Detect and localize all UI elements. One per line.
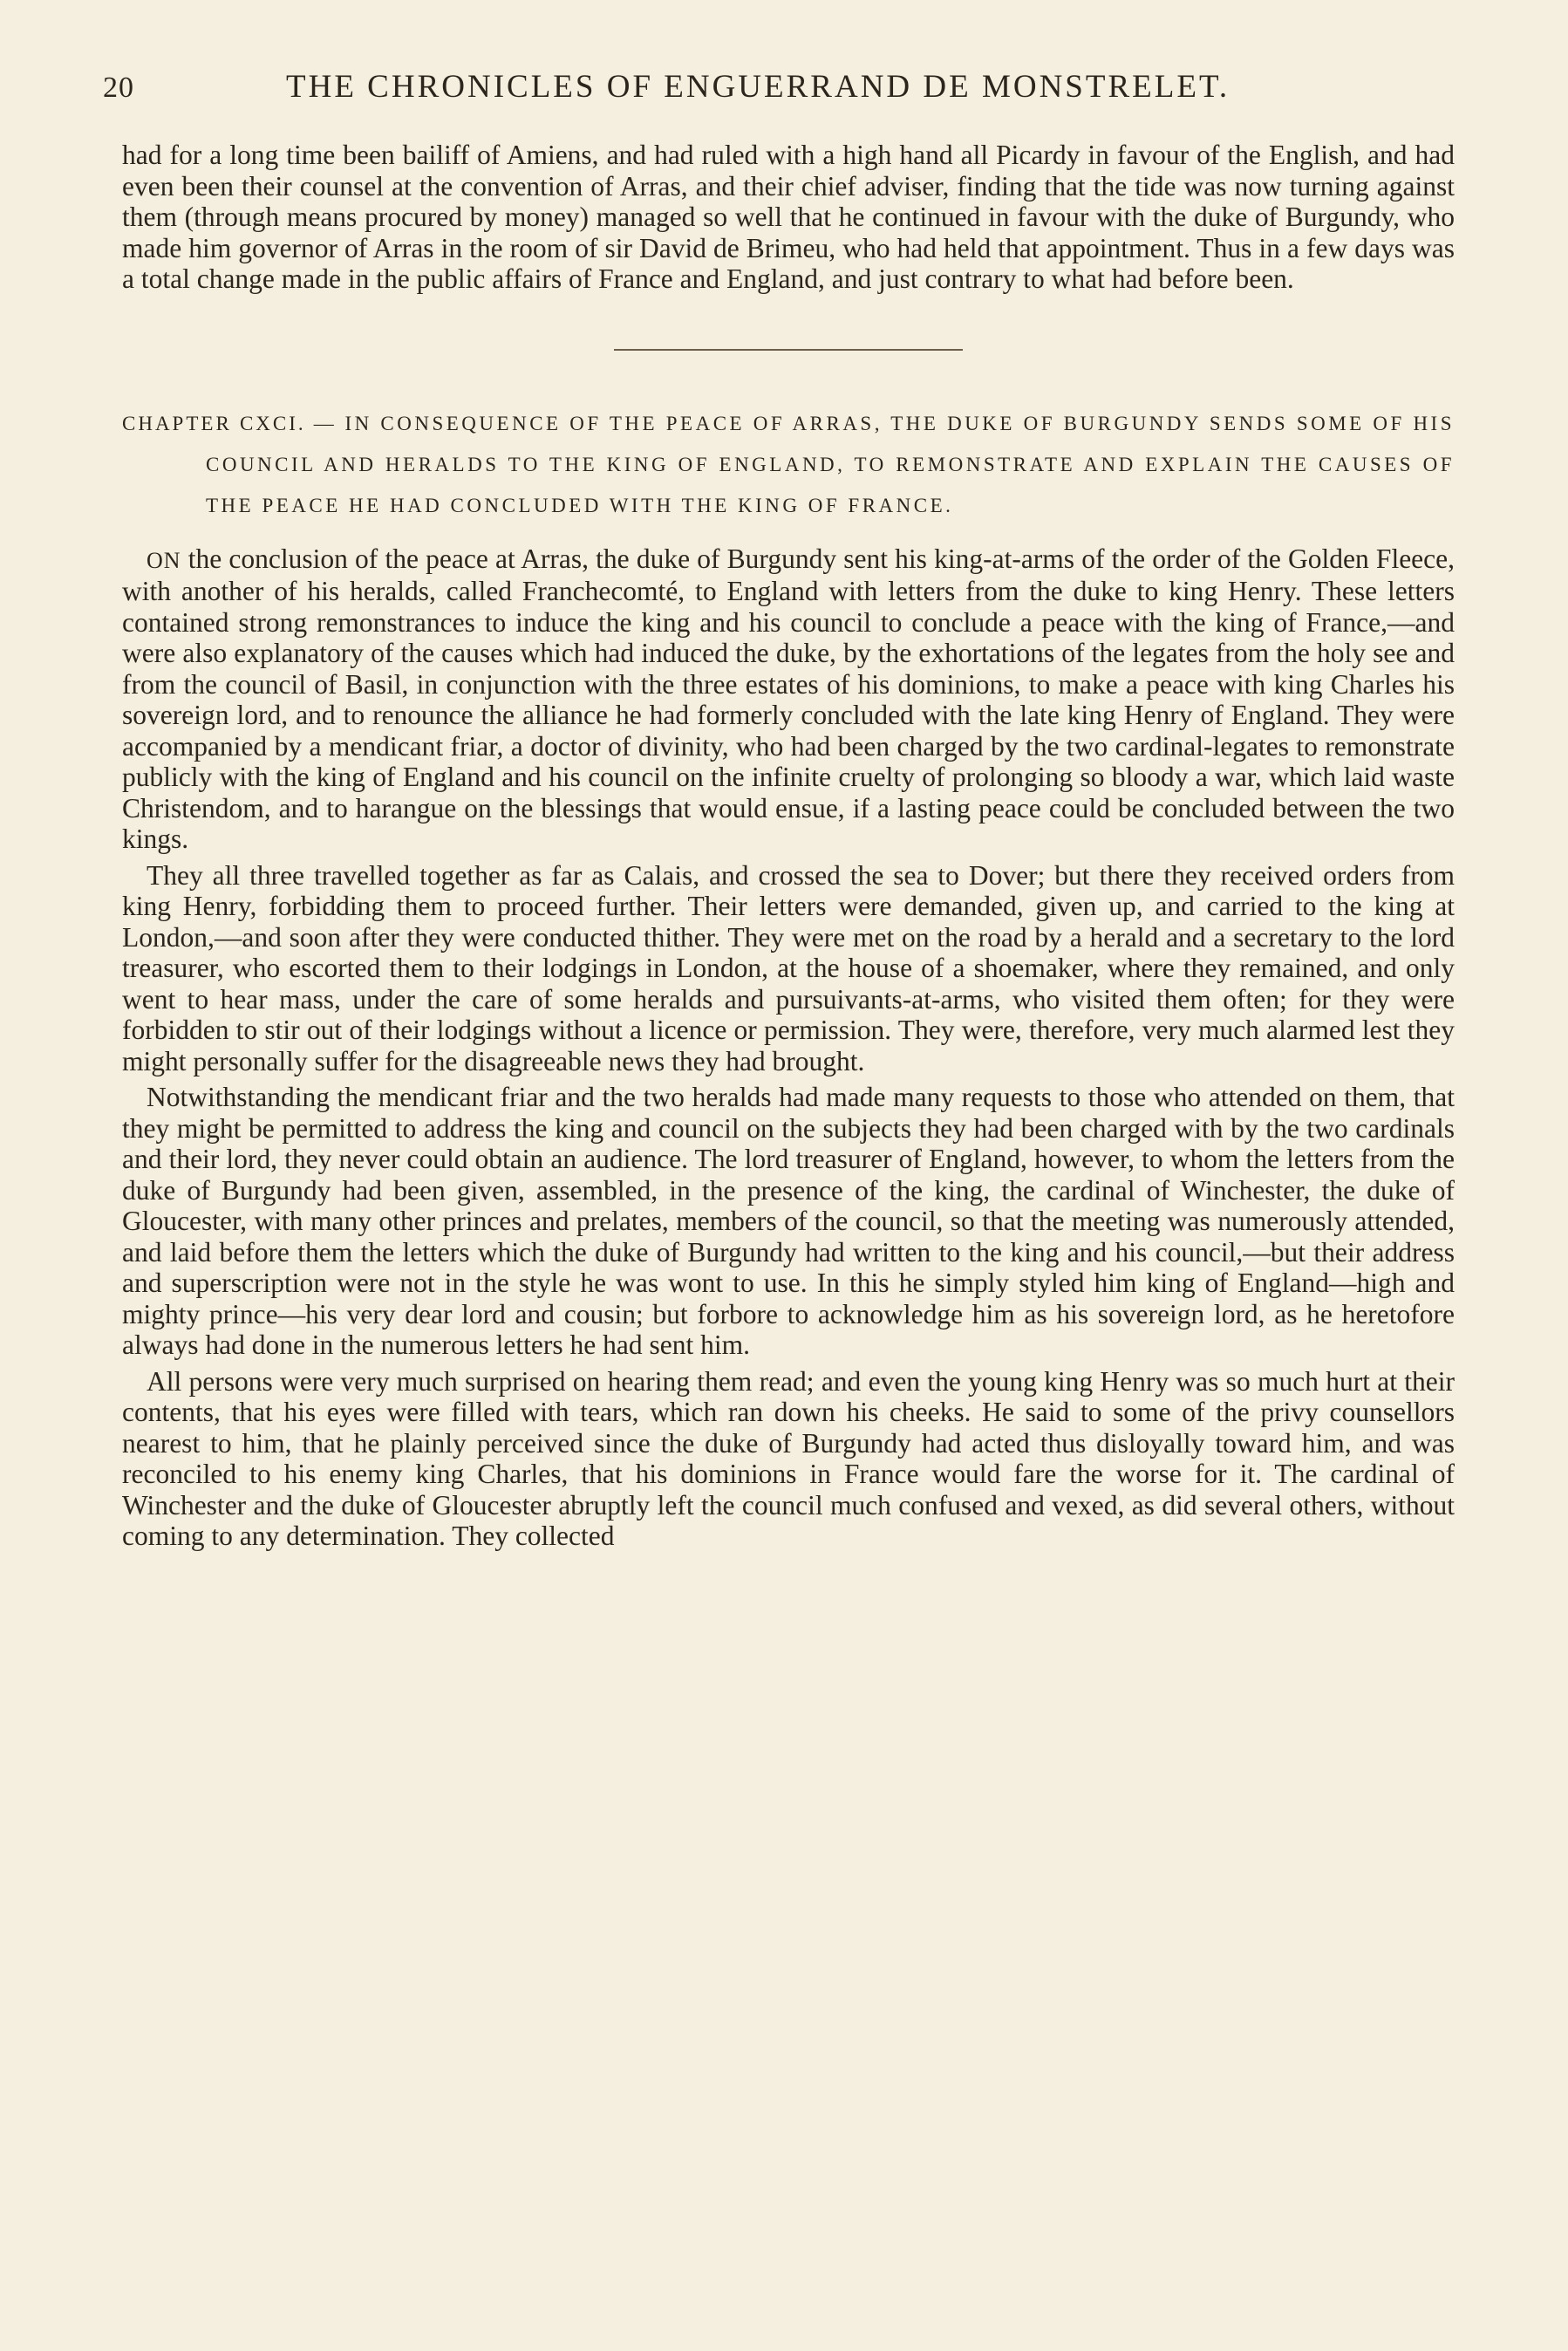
paragraph-initial: ON (147, 547, 181, 573)
section-divider (614, 349, 963, 351)
paragraph-4: All persons were very much surprised on hearing them read; and even the young king Henry was so much hurt at their contents, that his eyes were filled with tears, which ran down his cheeks. He said to some of the privy counsellors nearest to him, that he plainly perceived since the duke of Burgundy had acted thus disloyally toward him, and was reconciled to his enemy king Charles, that his dominions in France would fare the worse for it. The cardinal of Winchester and the duke of Gloucester abruptly left the council much confused and vexed, as did several others, without coming to any determination. They collected (122, 1365, 1455, 1551)
chapter-title: IN CONSEQUENCE OF THE PEACE OF ARRAS, THE DUKE OF BURGUNDY SENDS SOME OF HIS COUNCIL AND HERALDS TO THE KING OF ENGLAND, TO REMONSTRATE AND EXPLAIN THE CAUSES OF THE PEACE HE HAD CONCLUDED WITH THE KING OF FRANCE. (206, 412, 1456, 516)
paragraph-2: They all three travelled together as far as Calais, and crossed the sea to Dover; but there they received orders from king Henry, forbidding them to proceed further. Their letters were demanded, given up, and carried to the king at London,—and soon after they were conducted thither. They were met on the road by a herald and a secretary to the lord treasurer, who escorted them to their lodgings in London, at the house of a shoemaker, where they remained, and only went to hear mass, under the care of some heralds and pursuivants-at-arms, who visited them often; for they were forbidden to stir out of their lodgings without a licence or permission. They were, therefore, very much alarmed lest they might personally suffer for the disagreeable news they had brought. (122, 859, 1455, 1076)
paragraph-1-text: the conclusion of the peace at Arras, the duke of Burgundy sent his king-at-arms of the order of the Golden Fleece, with another of his heralds, called Franchecomté, to England with letters from the duke to king Henry. These letters contained strong remonstrances to induce the king and his council to conclude a peace with the king of France,—and were also explanatory of the causes which had induced the duke, by the exhortations of the legates from the holy see and from the council of Basil, in conjunction with the three estates of his dominions, to make a peace with king Charles his sovereign lord, and to renounce the alliance he had formerly concluded with the late king Henry of England. They were accompanied by a mendicant friar, a doctor of divinity, who had been charged by the two cardinal-legates to remonstrate publicly with the king of England and his council on the infinite cruelty of prolonging so bloody a war, which laid waste Christendom, and to harangue on the blessings that would ensue, if a lasting peace could be concluded between the two kings. (122, 543, 1455, 854)
chapter-number: CHAPTER CXCI. — (122, 412, 337, 434)
paragraph-3: Notwithstanding the mendicant friar and the two heralds had made many requests to those who attended on them, that they might be permitted to address the king and council on the subjects they had been charged with by the two cardinals and their lord, they never could obtain an audience. The lord treasurer of England, however, to whom the letters from the duke of Burgundy had been given, assembled, in the presence of the king, the cardinal of Winchester, the duke of Gloucester, with many other princes and prelates, members of the council, so that the meeting was numerously attended, and laid before them the letters which the duke of Burgundy had written to the king and his council,—but their address and superscription were not in the style he was wont to use. In this he simply styled him king of England—high and mighty prince—his very dear lord and cousin; but forbore to acknowledge him as his sovereign lord, as he heretofore always had done in the numerous letters he had sent him. (122, 1082, 1455, 1360)
opening-paragraph: had for a long time been bailiff of Amiens, and had ruled with a high hand all Picardy in favour of the English, and had even been their counsel at the convention of Arras, and their chief adviser, finding that the tide was now turning against them (through means procured by money) managed so well that he continued in favour with the duke of Burgundy, who made him governor of Arras in the room of sir David de Brimeu, who had held that appointment. Thus in a few days was a total change made in the public affairs of France and England, and just contrary to what had before been. (122, 140, 1455, 294)
paragraph-1 (122, 543, 1455, 855)
text-column (122, 140, 1455, 1557)
running-title: THE CHRONICLES OF ENGUERRAND DE MONSTRELET. (286, 69, 1231, 105)
page-header (103, 68, 1463, 120)
chapter-heading (122, 403, 1455, 526)
page-number: 20 (103, 72, 134, 104)
